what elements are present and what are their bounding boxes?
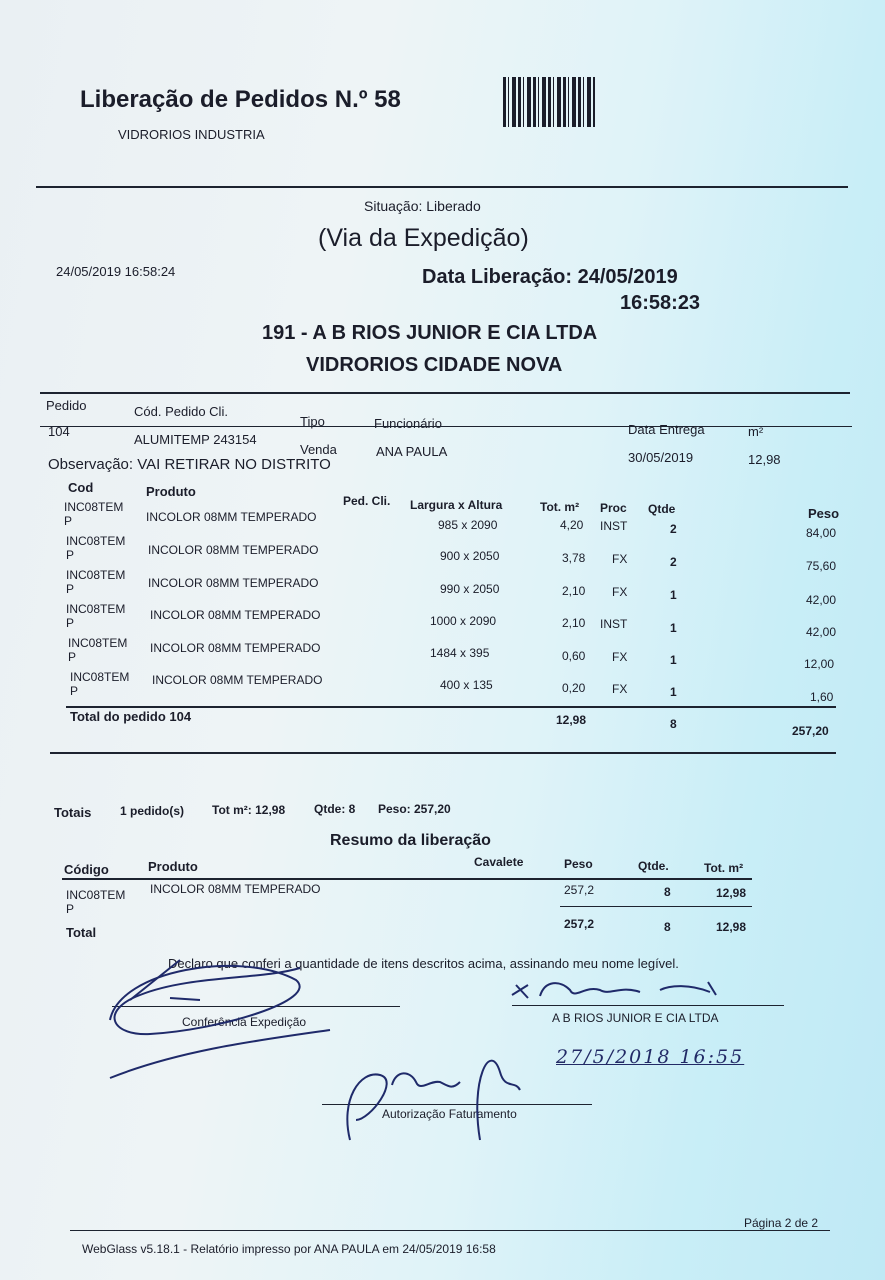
row-medida: 400 x 135 xyxy=(440,678,493,692)
client-name: 191 - A B RIOS JUNIOR E CIA LTDA xyxy=(262,322,598,344)
row-cod: INC08TEM xyxy=(66,568,126,582)
pedido-value: 104 xyxy=(48,424,70,439)
row-tot-m2: 3,78 xyxy=(562,551,586,565)
client-signature-label: A B RIOS JUNIOR E CIA LTDA xyxy=(552,1011,719,1025)
row-proc: FX xyxy=(612,682,628,696)
funcionario-value: ANA PAULA xyxy=(376,444,448,459)
resumo-total-qtde: 8 xyxy=(664,920,671,934)
row-tot-m2: 4,20 xyxy=(560,518,584,532)
col-ped-cli: Ped. Cli. xyxy=(343,494,391,508)
row-qtde: 1 xyxy=(670,653,677,667)
row-cod-suffix: P xyxy=(64,514,73,528)
row-tot-m2: 2,10 xyxy=(562,584,586,598)
totais-label: Totais xyxy=(54,805,92,820)
cod-pedido-label: Cód. Pedido Cli. xyxy=(134,404,228,419)
row-medida: 900 x 2050 xyxy=(440,549,500,563)
data-liberacao-time: 16:58:23 xyxy=(620,292,701,314)
client-branch: VIDRORIOS CIDADE NOVA xyxy=(306,354,563,376)
via-label: (Via da Expedição) xyxy=(318,224,529,252)
col-produto: Produto xyxy=(146,484,196,499)
conferencia-label: Conferência Expedição xyxy=(182,1015,307,1029)
resumo-col-qtde: Qtde. xyxy=(638,859,669,873)
data-entrega-value: 30/05/2019 xyxy=(628,450,694,465)
row-produto: INCOLOR 08MM TEMPERADO xyxy=(146,510,317,524)
resumo-col-produto: Produto xyxy=(148,859,198,874)
row-proc: FX xyxy=(612,585,628,599)
print-datetime: 24/05/2019 16:58:24 xyxy=(56,264,176,279)
row-cod-suffix: P xyxy=(66,548,75,562)
resumo-title: Resumo da liberação xyxy=(330,832,491,849)
total-pedido-m2: 12,98 xyxy=(556,713,587,727)
row-cod-suffix: P xyxy=(66,616,75,630)
resumo-row-tot-m2: 12,98 xyxy=(716,886,747,900)
row-tot-m2: 0,60 xyxy=(562,649,586,663)
data-entrega-label: Data Entrega xyxy=(628,422,705,437)
data-liberacao: Data Liberação: 24/05/2019 xyxy=(422,266,678,288)
resumo-col-peso: Peso xyxy=(564,857,593,871)
row-cod-suffix: P xyxy=(66,582,75,596)
resumo-col-cavalete: Cavalete xyxy=(474,855,524,869)
autorizacao-label: Autorização Faturamento xyxy=(382,1107,517,1121)
resumo-total-m2: 12,98 xyxy=(716,920,747,934)
row-qtde: 2 xyxy=(670,555,677,569)
row-tot-m2: 0,20 xyxy=(562,681,586,695)
row-cod: INC08TEM xyxy=(66,534,126,548)
row-peso: 42,00 xyxy=(806,625,837,639)
row-qtde: 1 xyxy=(670,621,677,635)
totais-peso: Peso: 257,20 xyxy=(378,802,451,816)
row-cod-suffix: P xyxy=(68,650,77,664)
row-cod: INC08TEM xyxy=(66,602,126,616)
tipo-label: Tipo xyxy=(300,414,325,429)
row-tot-m2: 2,10 xyxy=(562,616,586,630)
col-largura-altura: Largura x Altura xyxy=(410,498,503,512)
row-qtde: 1 xyxy=(670,588,677,602)
row-cod: INC08TEM xyxy=(64,500,124,514)
footer-page-number: Página 2 de 2 xyxy=(744,1216,819,1230)
row-produto: INCOLOR 08MM TEMPERADO xyxy=(148,543,319,557)
row-proc: FX xyxy=(612,552,628,566)
resumo-total-peso: 257,2 xyxy=(564,917,595,931)
resumo-row-peso: 257,2 xyxy=(564,883,595,897)
funcionario-label: Funcionário xyxy=(374,416,442,431)
resumo-row-produto: INCOLOR 08MM TEMPERADO xyxy=(150,882,321,896)
resumo-total-label: Total xyxy=(66,925,97,940)
row-peso: 12,00 xyxy=(804,657,835,671)
handwritten-date: 27/5/2018 16:55 xyxy=(556,1046,745,1068)
row-proc: INST xyxy=(600,519,628,533)
row-peso: 1,60 xyxy=(810,690,834,704)
cod-pedido-value: ALUMITEMP 243154 xyxy=(134,432,257,447)
resumo-row-cod-suffix: P xyxy=(66,902,75,916)
situacao-status: Situação: Liberado xyxy=(364,198,481,214)
col-peso: Peso xyxy=(808,506,840,521)
totais-qtde: Qtde: 8 xyxy=(314,802,356,816)
row-peso: 84,00 xyxy=(806,526,837,540)
resumo-row-cod: INC08TEM xyxy=(66,888,126,902)
row-medida: 990 x 2050 xyxy=(440,582,500,596)
row-medida: 1000 x 2090 xyxy=(430,614,497,628)
row-proc: INST xyxy=(600,617,628,631)
pedido-label: Pedido xyxy=(46,398,87,413)
m2-label: m² xyxy=(748,424,764,439)
total-pedido-qtde: 8 xyxy=(670,717,677,731)
totais-m2: Tot m²: 12,98 xyxy=(212,803,286,817)
row-produto: INCOLOR 08MM TEMPERADO xyxy=(148,576,319,590)
row-cod: INC08TEM xyxy=(68,636,128,650)
resumo-col-codigo: Código xyxy=(64,862,109,877)
row-cod-suffix: P xyxy=(70,684,79,698)
row-medida: 1484 x 395 xyxy=(430,646,490,660)
row-proc: FX xyxy=(612,650,628,664)
declaration-text: Declaro que conferi a quantidade de itens descritos acima, assinando meu nome legível. xyxy=(168,956,679,971)
total-pedido-label: Total do pedido 104 xyxy=(70,709,192,724)
company-name: VIDRORIOS INDUSTRIA xyxy=(118,127,265,142)
resumo-col-tot-m2: Tot. m² xyxy=(704,861,744,875)
observacao: Observação: VAI RETIRAR NO DISTRITO xyxy=(48,456,331,473)
row-produto: INCOLOR 08MM TEMPERADO xyxy=(150,608,321,622)
resumo-row-qtde: 8 xyxy=(664,885,671,899)
document-title: Liberação de Pedidos N.º 58 xyxy=(80,86,401,113)
col-tot-m2: Tot. m² xyxy=(540,500,580,514)
col-qtde: Qtde xyxy=(648,502,676,516)
row-qtde: 1 xyxy=(670,685,677,699)
divider xyxy=(70,1230,830,1231)
col-cod: Cod xyxy=(68,480,94,495)
total-pedido-peso: 257,20 xyxy=(792,724,829,738)
row-qtde: 2 xyxy=(670,522,677,536)
row-cod: INC08TEM xyxy=(70,670,130,684)
row-medida: 985 x 2090 xyxy=(438,518,498,532)
row-produto: INCOLOR 08MM TEMPERADO xyxy=(150,641,321,655)
row-peso: 42,00 xyxy=(806,593,837,607)
m2-value: 12,98 xyxy=(748,452,781,467)
tipo-value: Venda xyxy=(300,442,337,457)
footer-printed-by: WebGlass v5.18.1 - Relatório impresso por ANA PAULA em 24/05/2019 16:58 xyxy=(82,1242,496,1256)
row-produto: INCOLOR 08MM TEMPERADO xyxy=(152,673,323,687)
col-proc: Proc xyxy=(600,501,627,515)
row-peso: 75,60 xyxy=(806,559,837,573)
totais-pedidos: 1 pedido(s) xyxy=(120,804,185,818)
